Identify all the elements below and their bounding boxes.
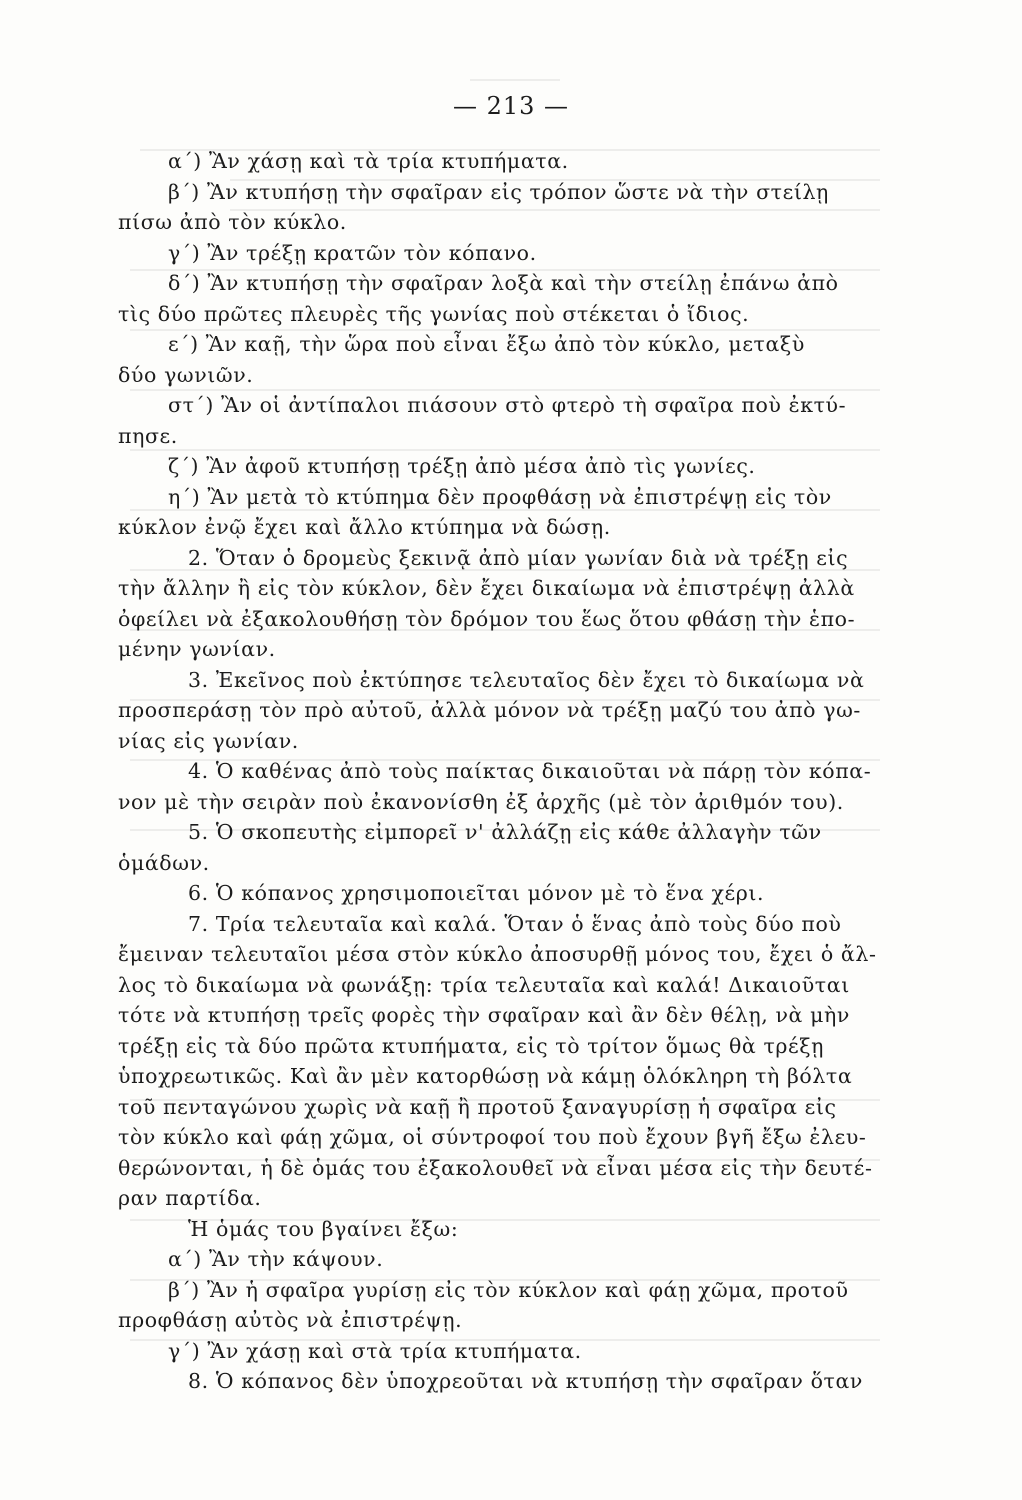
- text-line: α΄) Ἂν χάσῃ καὶ τὰ τρία κτυπήματα.: [168, 149, 569, 173]
- text-line: τὴν ἄλλην ἢ εἰς τὸν κύκλον, δὲν ἔχει δικαίωμα νὰ ἐπιστρέψῃ ἀλλὰ: [118, 576, 855, 600]
- text-line: νίας εἰς γωνίαν.: [118, 728, 299, 753]
- text-line: δύο γωνιῶν.: [118, 362, 254, 387]
- text-line: μένην γωνίαν.: [118, 637, 276, 661]
- text-line: 6. Ὁ κόπανος χρησιμοποιεῖται μόνον μὲ τὸ ἕνα χέρι.: [188, 881, 765, 905]
- text-line: α΄) Ἂν τὴν κάψουν.: [168, 1247, 384, 1271]
- text-line: ε΄) Ἂν καῇ, τὴν ὥρα ποὺ εἶναι ἔξω ἀπὸ τὸν κύκλο, μεταξὺ: [168, 332, 805, 356]
- text-line: 3. Ἐκεῖνος ποὺ ἐκτύπησε τελευταῖος δὲν ἔχει τὸ δικαίωμα νὰ: [188, 667, 865, 692]
- text-line: τὶς δύο πρῶτες πλευρὲς τῆς γωνίας ποὺ στέκεται ὁ ἴδιος.: [118, 301, 750, 326]
- text-line: πίσω ἀπὸ τὸν κύκλο.: [118, 210, 347, 234]
- page-body: [118, 146, 908, 1397]
- page-number: — 213 —: [452, 92, 570, 120]
- text-line: προφθάσῃ αὐτὸς νὰ ἐπιστρέψῃ.: [118, 1308, 463, 1332]
- text-line: τότε νὰ κτυπήσῃ τρεῖς φορὲς τὴν σφαῖραν καὶ ἂν δὲν θέλῃ, νὰ μὴν: [118, 1003, 850, 1027]
- text-line: 7. Τρία τελευταῖα καὶ καλά. Ὅταν ὁ ἕνας ἀπὸ τοὺς δύο ποὺ: [188, 911, 842, 936]
- text-line: ἔμειναν τελευταῖοι μέσα στὸν κύκλο ἀποσυρθῇ μόνος του, ἔχει ὁ ἄλ-: [118, 942, 877, 966]
- text-line: τρέξῃ εἰς τὰ δύο πρῶτα κτυπήματα, εἰς τὸ τρίτον ὅμως θὰ τρέξῃ: [118, 1033, 825, 1058]
- text-line: β΄) Ἂν ἡ σφαῖρα γυρίσῃ εἰς τὸν κύκλον καὶ φάῃ χῶμα, προτοῦ: [168, 1277, 849, 1302]
- text-line: ὁμάδων.: [118, 850, 210, 875]
- text-line: νον μὲ τὴν σειρὰν ποὺ ἐκανονίσθη ἐξ ἀρχῆς (μὲ τὸν ἀριθμόν του).: [118, 789, 844, 814]
- text-line: 2. Ὅταν ὁ δρομεὺς ξεκινᾷ ἀπὸ μίαν γωνίαν διὰ νὰ τρέξῃ εἰς: [188, 545, 849, 570]
- text-line: στ΄) Ἂν οἱ ἀντίπαλοι πιάσουν στὸ φτερὸ τὴ σφαῖρα ποὺ ἐκτύ-: [168, 393, 847, 417]
- text-line: ζ΄) Ἂν ἀφοῦ κτυπήσῃ τρέξῃ ἀπὸ μέσα ἀπὸ τὶς γωνίες.: [168, 454, 756, 478]
- text-line: κύκλον ἐνῷ ἔχει καὶ ἄλλο κτύπημα νὰ δώσῃ.: [118, 515, 611, 539]
- text-line: πησε.: [118, 423, 178, 448]
- text-line: τὸν κύκλο καὶ φάῃ χῶμα, οἱ σύντροφοί του ποὺ ἔχουν βγῆ ἔξω ἐλευ-: [118, 1125, 867, 1149]
- text-line: θερώνονται, ἡ δὲ ὁμάς του ἐξακολουθεῖ νὰ εἶναι μέσα εἰς τὴν δευτέ-: [118, 1155, 873, 1180]
- text-line: ραν παρτίδα.: [118, 1186, 262, 1210]
- text-line: τοῦ πενταγώνου χωρὶς νὰ καῇ ἢ προτοῦ ξαναγυρίσῃ ἡ σφαῖρα εἰς: [118, 1094, 837, 1119]
- text-line: γ΄) Ἂν τρέξῃ κρατῶν τὸν κόπανο.: [168, 240, 537, 265]
- text-line: β΄) Ἂν κτυπήσῃ τὴν σφαῖραν εἰς τρόπον ὥστε νὰ τὴν στείλῃ: [168, 179, 829, 204]
- text-line: γ΄) Ἂν χάσῃ καὶ στὰ τρία κτυπήματα.: [168, 1338, 582, 1363]
- text-line: προσπεράσῃ τὸν πρὸ αὐτοῦ, ἀλλὰ μόνον νὰ τρέξῃ μαζύ του ἀπὸ γω-: [118, 698, 861, 722]
- text-line: λος τὸ δικαίωμα νὰ φωνάξῃ: τρία τελευταῖα καὶ καλά! Δικαιοῦται: [118, 972, 850, 997]
- text-line: 5. Ὁ σκοπευτὴς εἰμπορεῖ ν' ἀλλάζῃ εἰς κάθε ἀλλαγὴν τῶν: [188, 820, 822, 844]
- text-line: η΄) Ἂν μετὰ τὸ κτύπημα δὲν προφθάσῃ νὰ ἐπιστρέψῃ εἰς τὸν: [168, 484, 832, 509]
- text-line: ὑποχρεωτικῶς. Καὶ ἂν μὲν κατορθώσῃ νὰ κάμῃ ὁλόκληρη τὴ βόλτα: [118, 1064, 853, 1088]
- text-line: 8. Ὁ κόπανος δὲν ὑποχρεοῦται νὰ κτυπήσῃ τὴν σφαῖραν ὅταν: [188, 1369, 863, 1393]
- text-line: 4. Ὁ καθένας ἀπὸ τοὺς παίκτας δικαιοῦται νὰ πάρῃ τὸν κόπα-: [188, 759, 872, 783]
- text-line: δ΄) Ἂν κτυπήσῃ τὴν σφαῖραν λοξὰ καὶ τὴν στείλῃ ἐπάνω ἀπὸ: [168, 271, 839, 295]
- text-line: Ἡ ὁμάς του βγαίνει ἔξω:: [188, 1216, 459, 1241]
- text-line: ὀφείλει νὰ ἐξακολουθήσῃ τὸν δρόμον του ἕως ὅτου φθάσῃ τὴν ἑπο-: [118, 606, 856, 631]
